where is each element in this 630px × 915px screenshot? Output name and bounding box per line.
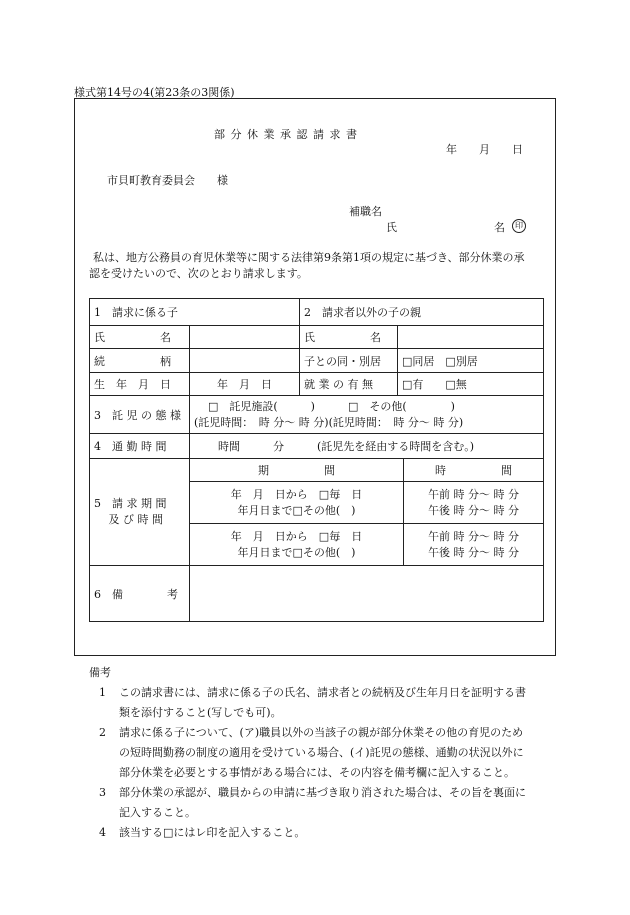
request-table [89,298,544,622]
note-item [89,823,559,843]
date-line: 年 月 日 [446,143,523,156]
note-line: 類を添付すること(写しでも可)。 [119,706,282,719]
section-child-header: 1 請求に係る子 [90,299,300,326]
child-name-field[interactable] [190,326,300,349]
relation-field[interactable] [190,349,300,373]
period-label-2: 及 び 時 間 [94,513,163,526]
time-1-pm: 午後 時 分～ 時 分 [428,503,519,517]
form-title: 部 分 休 業 承 認 請 求 書 [214,128,358,141]
commute-label: 4 通 勤 時 間 [90,434,190,459]
note-line: 該当する□にはレ印を記入すること。 [119,826,306,839]
period-label-cell [90,459,190,566]
commute-field[interactable]: 時間 分 (託児先を経由する時間を含む。) [190,434,544,459]
period-row-2[interactable] [190,524,404,566]
note-line: 請求に係る子について、(ア)職員以外の当該子の親が部分休業その他の育児のため [119,726,524,739]
childcare-label: 3 託 児 の 態 様 [90,396,190,434]
note-item [89,783,559,823]
period-header: 期 間 [190,459,404,482]
remarks-label: 6 備 考 [90,566,190,622]
childcare-cell[interactable] [190,396,544,434]
seal-mark: 印 [512,219,526,233]
notes-heading: 備考 [89,666,111,679]
cohabitation-options[interactable]: □同居 □別居 [398,349,544,373]
employment-label: 就 業 の 有 無 [300,373,398,396]
time-2-pm: 午後 時 分～ 時 分 [428,545,519,559]
note-number: 4 [99,826,106,839]
childcare-line-2: (託児時間： 時 分～ 時 分)(託児時間： 時 分～ 時 分) [194,415,464,429]
note-item [89,683,559,723]
notes-section [89,663,559,843]
form-number: 様式第14号の4(第23条の3関係) [74,86,235,99]
note-item [89,723,559,783]
note-line: この請求書には、請求に係る子の氏名、請求者との続柄及び生年月日を証明する書 [119,686,526,699]
childcare-line-1: □ 託児施設( ) □ その他( ) [208,399,455,413]
cohabitation-label: 子との同・別居 [300,349,398,373]
employment-options[interactable]: □有 □無 [398,373,544,396]
name-label-right: 名 [494,221,505,234]
note-line: 部分休業の承認が、職員からの申請に基づき取り消された場合は、その旨を裏面に [119,786,526,799]
note-line: の短時間勤務の制度の適用を受けている場合、(イ)託児の態様、通勤の状況以外に [119,746,524,759]
time-row-1[interactable] [404,482,544,524]
name-label-left: 氏 [386,221,397,234]
time-2-am: 午前 時 分～ 時 分 [428,529,519,543]
period-row-1[interactable] [190,482,404,524]
time-1-am: 午前 時 分～ 時 分 [428,487,519,501]
note-line: 記入すること。 [119,806,196,819]
parent-name-field[interactable] [398,326,544,349]
note-number: 1 [99,686,106,699]
parent-name-label: 氏 名 [300,326,398,349]
period-2-from: 年 月 日から □毎 日 [230,529,363,543]
intro-line-2: 認を受けたいので、次のとおり請求します。 [89,267,308,280]
note-number: 2 [99,726,106,739]
period-1-from: 年 月 日から □毎 日 [230,487,363,501]
birthdate-field[interactable]: 年 月 日 [190,373,300,396]
relation-label: 続 柄 [90,349,190,373]
time-header: 時 間 [404,459,544,482]
remarks-field[interactable] [190,566,544,622]
intro-line-1: 私は、地方公務員の育児休業等に関する法律第9条第1項の規定に基づき、部分休業の承 [93,251,525,264]
time-row-2[interactable] [404,524,544,566]
period-1-to: 年月日まで□その他( ) [237,503,356,517]
note-number: 3 [99,786,106,799]
addressee: 市貝町教育委員会 様 [107,174,228,187]
position-label: 補職名 [349,205,382,218]
section-other-parent-header: 2 請求者以外の子の親 [300,299,544,326]
period-label-1: 5 請 求 期 間 [94,497,167,510]
child-name-label: 氏 名 [90,326,190,349]
birthdate-label: 生 年 月 日 [90,373,190,396]
note-line: 部分休業を必要とする事情がある場合には、その内容を備考欄に記入すること。 [119,766,515,779]
period-2-to: 年月日まで□その他( ) [237,545,356,559]
